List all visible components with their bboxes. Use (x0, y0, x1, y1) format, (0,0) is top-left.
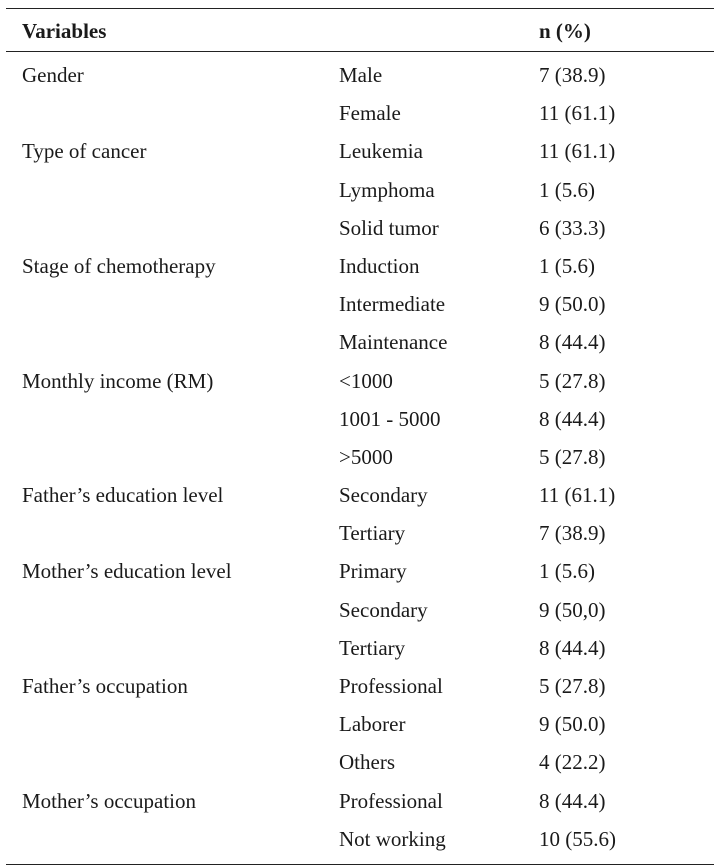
variable-cell: Gender (22, 63, 84, 87)
n-percent-cell: 9 (50,0) (539, 597, 606, 622)
n-percent-cell: 8 (44.4) (539, 330, 606, 355)
category-cell: Solid tumor (339, 215, 439, 240)
category-cell: Primary (339, 559, 407, 584)
category-cell: >5000 (339, 444, 393, 469)
n-percent-cell: 8 (44.4) (539, 635, 606, 660)
n-percent-cell: 11 (61.1) (539, 101, 616, 126)
variable-cell: Type of cancer (22, 139, 147, 164)
n-percent-cell: 1 (5.6) (539, 253, 595, 278)
category-cell: Professional (339, 788, 443, 813)
table-row (6, 209, 714, 247)
header-variables: Variables (22, 19, 107, 43)
table-row (6, 438, 714, 476)
variable-cell: Monthly income (RM) (22, 368, 214, 393)
table-row (6, 247, 714, 285)
table-row (6, 820, 714, 858)
category-cell: Leukemia (339, 139, 423, 164)
header-n-percent: n (%) (539, 19, 591, 43)
table-row (6, 323, 714, 361)
demographics-table (6, 8, 714, 865)
n-percent-cell: 10 (55.6) (539, 826, 616, 851)
table-row (6, 514, 714, 552)
table-row (6, 591, 714, 629)
category-cell: Tertiary (339, 521, 406, 546)
n-percent-cell: 7 (38.9) (539, 521, 606, 546)
table-row (6, 285, 714, 323)
table-row (6, 132, 714, 170)
table-body (6, 52, 714, 864)
category-cell: <1000 (339, 368, 393, 393)
table-row (6, 552, 714, 590)
category-cell: Secondary (339, 483, 428, 508)
n-percent-cell: 5 (27.8) (539, 674, 606, 698)
table-header-row (6, 9, 714, 51)
table-row (6, 705, 714, 743)
n-percent-cell: 4 (22.2) (539, 750, 606, 775)
category-cell: Tertiary (339, 635, 406, 660)
n-percent-cell: 6 (33.3) (539, 215, 606, 240)
n-percent-cell: 9 (50.0) (539, 292, 606, 317)
category-cell: 1001 - 5000 (339, 406, 441, 431)
variable-cell: Father’s education level (22, 483, 224, 508)
n-percent-cell: 1 (5.6) (539, 559, 595, 584)
n-percent-cell: 11 (61.1) (539, 139, 616, 164)
category-cell: Professional (339, 674, 443, 698)
variable-cell: Mother’s education level (22, 559, 232, 584)
table-row (6, 362, 714, 400)
category-cell: Intermediate (339, 292, 446, 317)
n-percent-cell: 1 (5.6) (539, 177, 595, 202)
variable-cell: Stage of chemotherapy (22, 253, 216, 278)
category-cell: Not working (339, 826, 446, 851)
n-percent-cell: 7 (38.9) (539, 63, 606, 87)
table-row (6, 629, 714, 667)
n-percent-cell: 11 (61.1) (539, 483, 616, 508)
n-percent-cell: 8 (44.4) (539, 406, 606, 431)
category-cell: Male (339, 63, 383, 87)
n-percent-cell: 5 (27.8) (539, 444, 606, 469)
variable-cell: Mother’s occupation (22, 788, 196, 813)
category-cell: Secondary (339, 597, 428, 622)
table-row (6, 56, 714, 94)
category-cell: Others (339, 750, 395, 775)
table-row (6, 667, 714, 705)
category-cell: Female (339, 101, 401, 126)
table-row (6, 743, 714, 781)
variable-cell: Father’s occupation (22, 674, 188, 698)
table-row (6, 782, 714, 820)
n-percent-cell: 8 (44.4) (539, 788, 606, 813)
category-cell: Laborer (339, 712, 406, 737)
category-cell: Induction (339, 253, 420, 278)
table-row (6, 476, 714, 514)
table-row (6, 171, 714, 209)
n-percent-cell: 5 (27.8) (539, 368, 606, 393)
n-percent-cell: 9 (50.0) (539, 712, 606, 737)
category-cell: Lymphoma (339, 177, 435, 202)
table-row (6, 400, 714, 438)
table-row (6, 94, 714, 132)
category-cell: Maintenance (339, 330, 448, 355)
